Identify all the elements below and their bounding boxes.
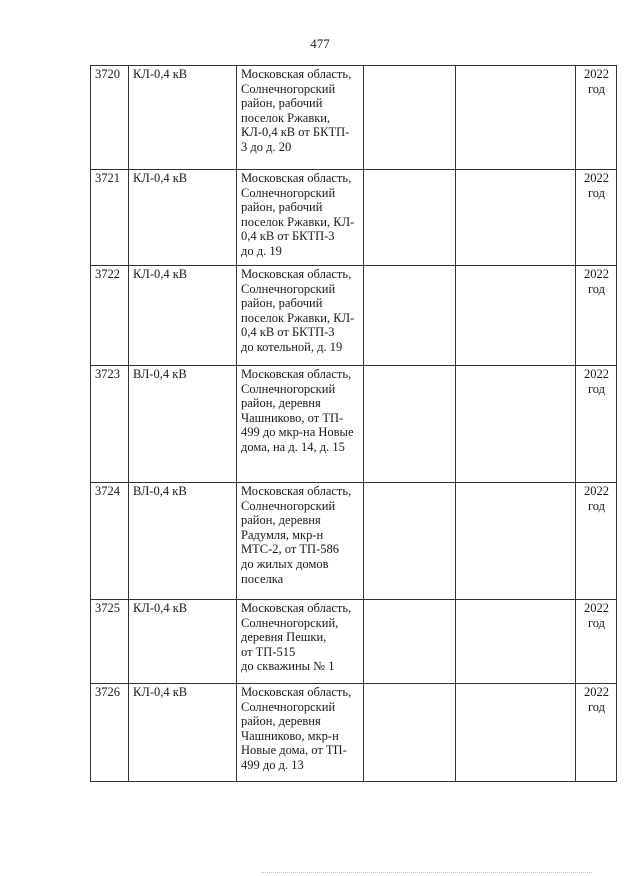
address-line: поселок Ржавки, КЛ-: [241, 310, 355, 325]
row-number-cell: 3722: [91, 266, 129, 366]
address-line: поселка: [241, 571, 284, 586]
address-line: Солнечногорский: [241, 498, 336, 513]
address-line: район, рабочий: [241, 96, 323, 111]
year-cell: [576, 483, 617, 600]
year-cell: [576, 366, 617, 483]
table-row: [91, 483, 617, 600]
address-line: 0,4 кВ от БКТП-3: [241, 325, 335, 340]
empty-cell: [364, 170, 456, 266]
address-cell: [237, 170, 364, 266]
address-line: район, деревня: [241, 396, 321, 411]
line-type-cell: ВЛ-0,4 кВ: [129, 366, 237, 483]
address-line: деревня Пешки,: [241, 630, 327, 645]
address-line: МТС-2, от ТП-586: [241, 542, 339, 557]
empty-cell: [456, 600, 576, 684]
address-line: 499 до д. 13: [241, 757, 304, 772]
year-value: 2022: [584, 484, 609, 498]
address-cell: [237, 600, 364, 684]
year-cell: [576, 66, 617, 170]
registry-table-body: [91, 66, 617, 782]
address-cell: [237, 483, 364, 600]
address-line: Московская область,: [241, 601, 352, 615]
address-cell: [237, 684, 364, 782]
address-line: Солнечногорский: [241, 281, 336, 296]
line-type-cell: КЛ-0,4 кВ: [129, 684, 237, 782]
year-value: 2022: [584, 267, 609, 281]
address-line: 499 до мкр-на Новые: [241, 425, 354, 440]
address-line: Радумля, мкр-н: [241, 527, 324, 542]
registry-table: [90, 65, 617, 782]
empty-cell: [364, 66, 456, 170]
year-unit: год: [587, 81, 606, 96]
address-line: Московская область,: [241, 67, 352, 81]
address-line: до жилых домов: [241, 556, 329, 571]
scan-artifact-line: [262, 872, 592, 873]
empty-cell: [456, 66, 576, 170]
empty-cell: [456, 684, 576, 782]
empty-cell: [456, 366, 576, 483]
address-line: район, рабочий: [241, 200, 323, 215]
year-value: 2022: [584, 67, 609, 81]
table-row: [91, 266, 617, 366]
year-cell: [576, 170, 617, 266]
empty-cell: [456, 266, 576, 366]
address-line: Московская область,: [241, 685, 352, 699]
empty-cell: [364, 483, 456, 600]
year-unit: год: [587, 699, 606, 714]
address-line: Солнечногорский: [241, 185, 336, 200]
table-row: [91, 684, 617, 782]
line-type-cell: КЛ-0,4 кВ: [129, 266, 237, 366]
empty-cell: [364, 684, 456, 782]
address-line: Новые дома, от ТП-: [241, 743, 347, 758]
table-row: [91, 366, 617, 483]
address-line: поселок Ржавки, КЛ-: [241, 214, 355, 229]
empty-cell: [456, 483, 576, 600]
year-unit: год: [587, 498, 606, 513]
address-line: Чашниково, от ТП-: [241, 410, 344, 425]
address-line: от ТП-515: [241, 644, 296, 659]
address-line: Московская область,: [241, 267, 352, 281]
year-unit: год: [587, 185, 606, 200]
address-line: Московская область,: [241, 171, 352, 185]
address-line: район, деревня: [241, 513, 321, 528]
line-type-cell: КЛ-0,4 кВ: [129, 170, 237, 266]
table-row: [91, 66, 617, 170]
row-number-cell: 3724: [91, 483, 129, 600]
year-value: 2022: [584, 367, 609, 381]
year-value: 2022: [584, 171, 609, 185]
row-number-cell: 3726: [91, 684, 129, 782]
address-cell: [237, 266, 364, 366]
table-row: [91, 170, 617, 266]
empty-cell: [456, 170, 576, 266]
row-number-cell: 3720: [91, 66, 129, 170]
row-number-cell: 3723: [91, 366, 129, 483]
address-cell: [237, 66, 364, 170]
address-line: Чашниково, мкр-н: [241, 728, 339, 743]
address-line: Московская область,: [241, 367, 352, 381]
address-line: до скважины № 1: [241, 659, 335, 674]
year-unit: год: [587, 281, 606, 296]
address-line: до котельной, д. 19: [241, 339, 343, 354]
year-unit: год: [587, 381, 606, 396]
address-line: 3 до д. 20: [241, 139, 292, 154]
year-cell: [576, 266, 617, 366]
address-line: район, деревня: [241, 714, 321, 729]
address-line: дома, на д. 14, д. 15: [241, 439, 345, 454]
address-line: Солнечногорский,: [241, 615, 339, 630]
address-line: 0,4 кВ от БКТП-3: [241, 229, 335, 244]
address-line: Солнечногорский: [241, 81, 336, 96]
table-row: [91, 600, 617, 684]
row-number-cell: 3721: [91, 170, 129, 266]
year-value: 2022: [584, 685, 609, 699]
empty-cell: [364, 366, 456, 483]
row-number-cell: 3725: [91, 600, 129, 684]
address-line: Солнечногорский: [241, 699, 336, 714]
line-type-cell: КЛ-0,4 кВ: [129, 66, 237, 170]
page-number: 477: [310, 36, 330, 51]
line-type-cell: КЛ-0,4 кВ: [129, 600, 237, 684]
address-line: до д. 19: [241, 243, 282, 258]
line-type-cell: ВЛ-0,4 кВ: [129, 483, 237, 600]
empty-cell: [364, 600, 456, 684]
address-line: Солнечногорский: [241, 381, 336, 396]
address-line: Московская область,: [241, 484, 352, 498]
empty-cell: [364, 266, 456, 366]
year-value: 2022: [584, 601, 609, 615]
address-line: район, рабочий: [241, 296, 323, 311]
address-cell: [237, 366, 364, 483]
address-line: поселок Ржавки,: [241, 110, 331, 125]
year-unit: год: [587, 615, 606, 630]
address-line: КЛ-0,4 кВ от БКТП-: [241, 125, 350, 140]
year-cell: [576, 684, 617, 782]
year-cell: [576, 600, 617, 684]
